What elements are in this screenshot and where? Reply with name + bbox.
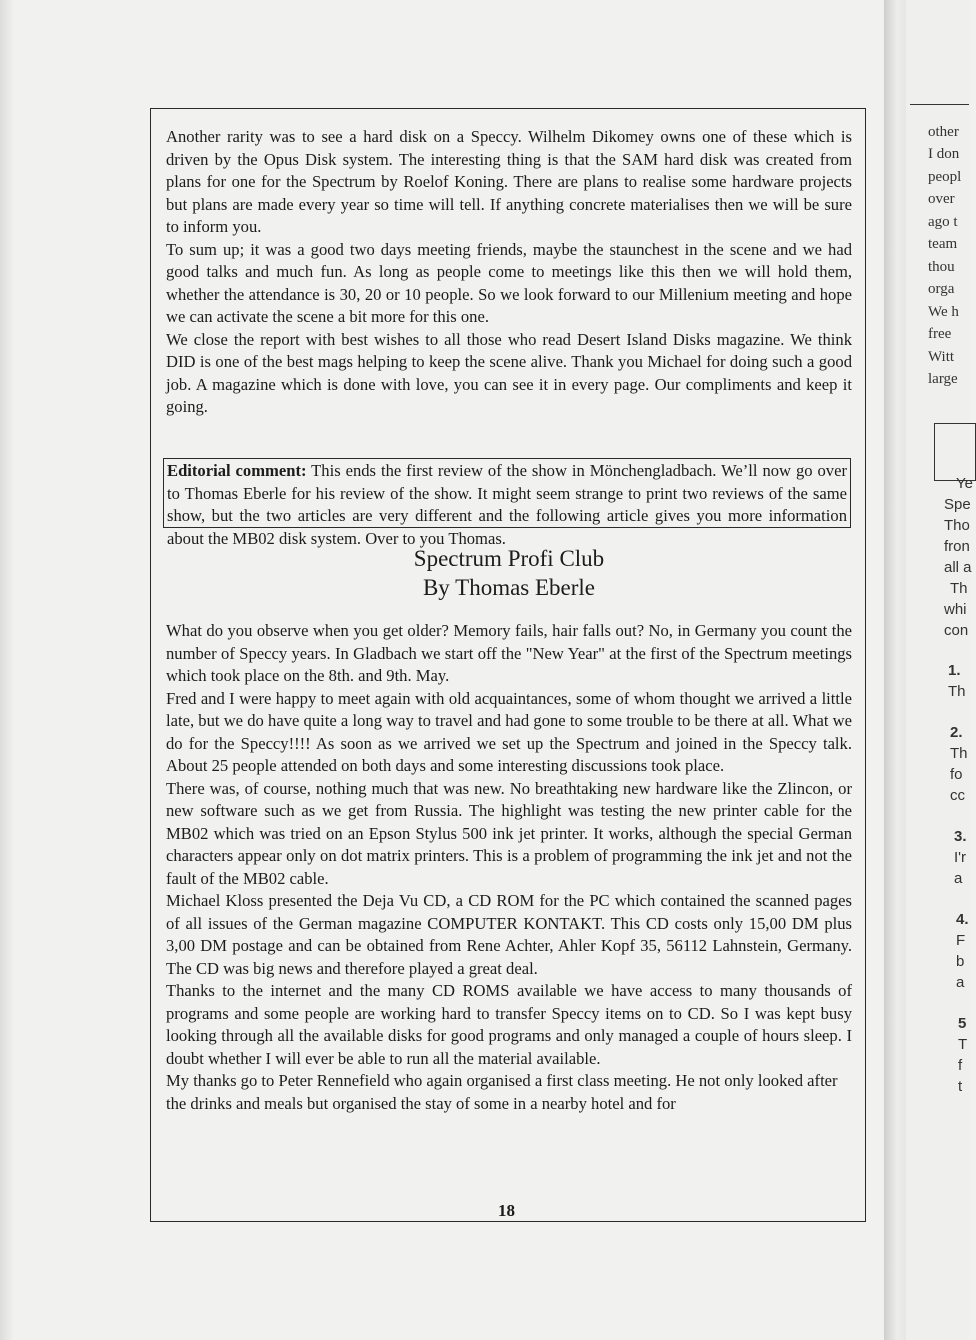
paragraph: To sum up; it was a good two days meeting friends, maybe the staunchest in the scene and we had good talks and much fun. As long as people come to meetings like this then we will hold them, whether the attendance is 30, 20 or 10 people. So we look forward to our Millenium meeting and hope we can activate the scene a bit more for this one.	[166, 239, 852, 326]
adjacent-text: fo	[950, 766, 963, 783]
adjacent-text: Witt	[928, 349, 955, 365]
adjacent-text: Spe	[944, 496, 971, 513]
article-body	[166, 620, 852, 1115]
adjacent-text: thou	[928, 259, 955, 275]
adjacent-text: ago t	[928, 214, 958, 230]
adjacent-text: large	[928, 371, 958, 387]
paragraph: What do you observe when you get older? Memory fails, hair falls out? No, in Germany you count the number of Speccy years. In Gladbach we start off the "New Year" at the first of the Spectrum meetings which took place on the 8th. and 9th. May.	[166, 621, 852, 685]
editorial-label: Editorial comment:	[167, 461, 307, 480]
scan-edge	[0, 0, 14, 1340]
adjacent-text: a	[956, 974, 965, 991]
adjacent-text: Th	[950, 745, 968, 762]
adjacent-text: f	[958, 1057, 963, 1074]
paragraph: Michael Kloss presented the Deja Vu CD, a CD ROM for the PC which contained the scanned pages of all issues of the German magazine COMPUTER KONTAKT. This CD costs only 15,00 DM plus 3,00 DM postage and can be obtained from Rene Achter, Ahler Kopf 35, 56112 Lahnstein, Germany. The CD was big news and therefore played a great deal.	[166, 891, 852, 978]
adjacent-text: Tho	[944, 517, 970, 534]
adjacent-text: whi	[944, 601, 967, 618]
adjacent-text: team	[928, 236, 958, 252]
paragraph: We close the report with best wishes to all those who read Desert Island Disks magazine. We think DID is one of the best mags helping to keep the scene alive. Thank you Michael for doing such a good job. A magazine which is done with love, you can see it in every page. Our compliments and keep it going.	[166, 329, 852, 416]
adjacent-text: T	[958, 1036, 968, 1053]
adjacent-text: cc	[950, 787, 965, 804]
editorial-comment-box	[163, 458, 851, 548]
adjacent-page-box	[934, 423, 976, 481]
adjacent-text: orga	[928, 281, 955, 297]
page-gutter	[884, 0, 906, 1340]
article-title: Spectrum Profi Club	[413, 546, 605, 571]
paragraph: There was, of course, nothing much that was new. No breathtaking new hardware like the Zlincon, or new software such as we get from Russia. The highlight was testing the new printer cable for the MB02 which was tried on an Epson Stylus 500 ink jet printer. It works, although the special German characters appear only on dot matrix printers. This is a problem of programming the ink jet and not the fault of the MB02 cable.	[166, 778, 852, 888]
adjacent-text: 1.	[948, 662, 961, 679]
adjacent-text: t	[958, 1078, 963, 1095]
adjacent-text: over	[928, 191, 955, 207]
adjacent-text: peopl	[928, 169, 962, 185]
adjacent-text: b	[956, 953, 965, 970]
adjacent-text: 3.	[954, 828, 967, 845]
adjacent-text: a	[954, 870, 963, 887]
paragraph: My thanks go to Peter Rennefield who again organised a first class meeting. He not only looked after the drinks and meals but organised the stay of some in a nearby hotel and for	[166, 1071, 838, 1113]
section-continued	[166, 126, 852, 419]
adjacent-text: fron	[944, 538, 970, 555]
adjacent-text: Th	[950, 580, 968, 597]
adjacent-page-rule	[910, 104, 969, 105]
adjacent-text: all a	[944, 559, 972, 576]
adjacent-text: 4.	[956, 911, 969, 928]
adjacent-text: I'r	[954, 849, 967, 866]
adjacent-text: free	[928, 326, 952, 342]
adjacent-text: Th	[948, 683, 966, 700]
paragraph: Fred and I were happy to meet again with old acquaintances, some of whom thought we arrived a little late, but we do have quite a long way to travel and had gone to some trouble to be there at all. What we do for the Speccy!!!! As soon as we arrived we set up the Spectrum and joined in the Speccy talk. About 25 people attended on both days and some interesting discussions took place.	[166, 688, 852, 775]
adjacent-text: con	[944, 622, 969, 639]
adjacent-text: 2.	[950, 724, 963, 741]
paragraph: Thanks to the internet and the many CD ROMS available we have access to many thousands of programs and some people are working hard to transfer Speccy items on to CD. So I was kept busy looking through all the available disks for good programs and only managed a couple of hours sleep. I doubt whether I will ever be able to run all the material available.	[166, 981, 852, 1068]
adjacent-text: I don	[928, 146, 960, 162]
adjacent-text: We h	[928, 304, 959, 320]
page-number: 18	[498, 1201, 515, 1220]
article-heading	[166, 544, 852, 602]
article-byline: By Thomas Eberle	[422, 575, 596, 600]
adjacent-text: F	[956, 932, 966, 949]
adjacent-text: 5	[958, 1015, 967, 1032]
paragraph: Another rarity was to see a hard disk on a Speccy. Wilhelm Dikomey owns one of these which is driven by the Opus Disk system. The interesting thing is that the SAM hard disk was created from plans for one for the Spectrum by Roelof Koning. There are plans to realise some hardware projects but plans are made every year so time will tell. If anything concrete materialises then we will be sure to inform you.	[166, 127, 852, 236]
adjacent-text: Ye	[956, 475, 973, 492]
editorial-text: This ends the first review of the show in Mönchengladbach. We’ll now go over to Thomas Eberle for his review of the show. It might seem strange to print two reviews of the same show, but the two articles are very different and the following article gives you more information about the MB02 disk system. Over to you Thomas.	[167, 461, 847, 548]
adjacent-text: other	[928, 124, 959, 140]
